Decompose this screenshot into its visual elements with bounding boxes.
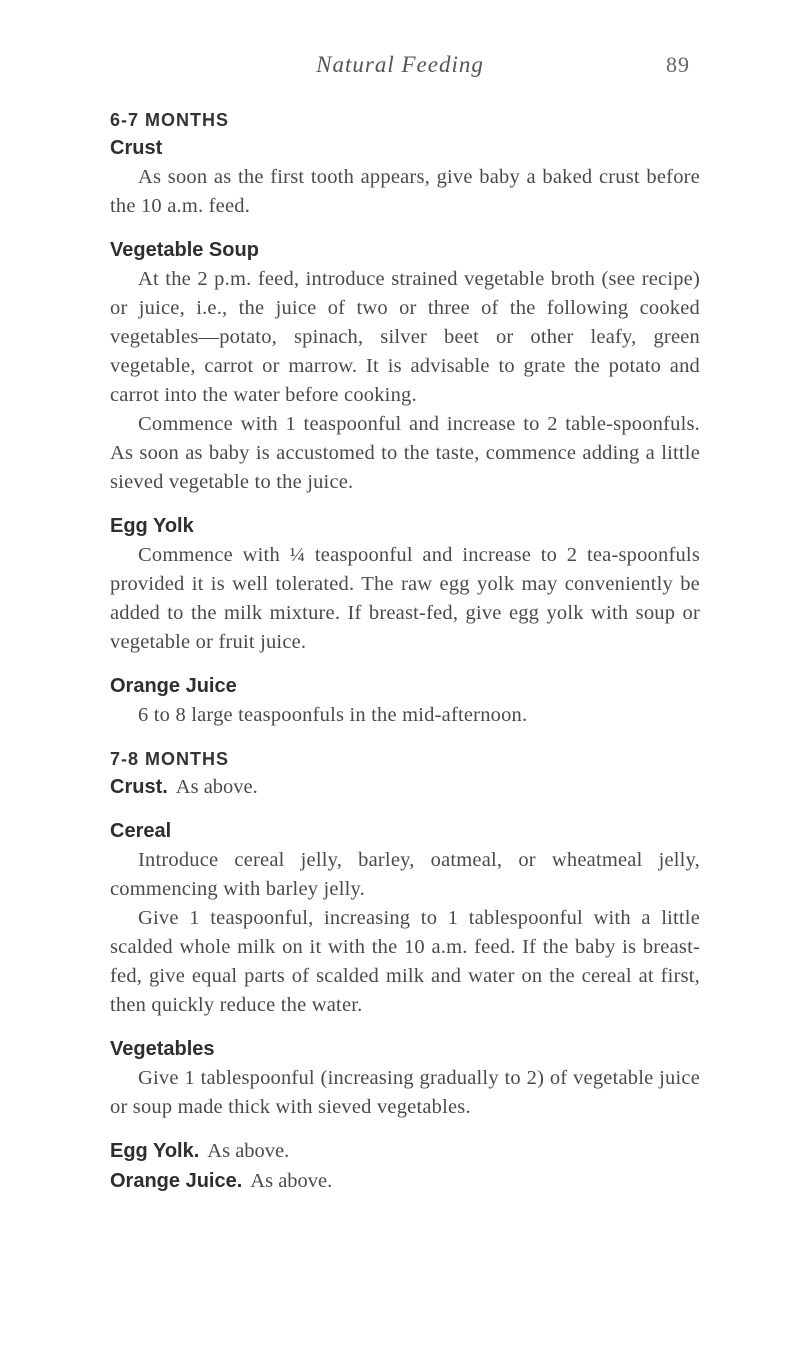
orange-juice-heading-2: Orange Juice. — [110, 1170, 243, 1192]
cereal-entry — [110, 816, 700, 1020]
page-number: 89 — [666, 52, 690, 77]
vegetables-text: Give 1 tablespoonful (increasing gradually to 2) of vegetable juice or soup made thick with sieved vegetables. — [110, 1067, 700, 1118]
page-content — [110, 107, 700, 1196]
egg-yolk-entry — [110, 511, 700, 657]
crust-entry-2 — [110, 772, 700, 802]
crust-text: As soon as the first tooth appears, give baby a baked crust before the 10 a.m. feed. — [110, 166, 700, 217]
cereal-paragraph-2: Give 1 teaspoonful, increasing to 1 tablespoonful with a little scalded whole milk on it with the 10 a.m. feed. If the baby is breast-fed, give equal parts of scalded milk and water on the cereal at first, then quickly reduce the water. — [110, 907, 700, 1016]
cereal-heading: Cereal — [110, 820, 172, 842]
egg-yolk-heading: Egg Yolk — [110, 515, 194, 537]
running-title: Natural Feeding — [316, 52, 484, 77]
orange-juice-text-2: As above. — [250, 1170, 333, 1192]
vegetables-heading: Vegetables — [110, 1038, 215, 1060]
vegetable-soup-entry — [110, 235, 700, 497]
orange-juice-entry-2 — [110, 1166, 700, 1196]
egg-yolk-text: Commence with ¼ teaspoonful and increase to 2 tea-spoonfuls provided it is well tolerated. The raw egg yolk may conveniently be added to the milk mixture. If breast-fed, give egg yolk with soup or vegetable or fruit juice. — [110, 544, 700, 653]
orange-juice-heading: Orange Juice — [110, 675, 237, 697]
egg-yolk-text-2: As above. — [207, 1140, 290, 1162]
orange-juice-entry — [110, 671, 700, 730]
egg-yolk-entry-2 — [110, 1136, 700, 1166]
cereal-paragraph-1: Introduce cereal jelly, barley, oatmeal, or wheatmeal jelly, commencing with barley jelly. — [110, 849, 700, 900]
running-head — [0, 52, 800, 82]
crust-text-2: As above. — [175, 776, 258, 798]
vegetables-entry — [110, 1034, 700, 1122]
section-title-7-8-months: 7-8 MONTHS — [110, 749, 230, 769]
crust-entry — [110, 133, 700, 221]
vegetable-soup-heading: Vegetable Soup — [110, 239, 259, 261]
orange-juice-text: 6 to 8 large teaspoonfuls in the mid-afternoon. — [138, 704, 528, 726]
egg-yolk-heading-2: Egg Yolk. — [110, 1140, 200, 1162]
vegetable-soup-paragraph-1: At the 2 p.m. feed, introduce strained vegetable broth (see recipe) or juice, i.e., the juice of two or three of the following cooked vegetables—potato, spinach, silver beet or other leafy, green vegetable, carrot or marrow. It is advisable to grate the potato and carrot into the water before cooking. — [110, 268, 700, 406]
crust-heading-2: Crust. — [110, 776, 168, 798]
section-title-6-7-months: 6-7 MONTHS — [110, 110, 230, 130]
vegetable-soup-paragraph-2: Commence with 1 teaspoonful and increase to 2 table-spoonfuls. As soon as baby is accustomed to the taste, commence adding a little sieved vegetable to the juice. — [110, 413, 700, 493]
crust-heading: Crust — [110, 137, 163, 159]
